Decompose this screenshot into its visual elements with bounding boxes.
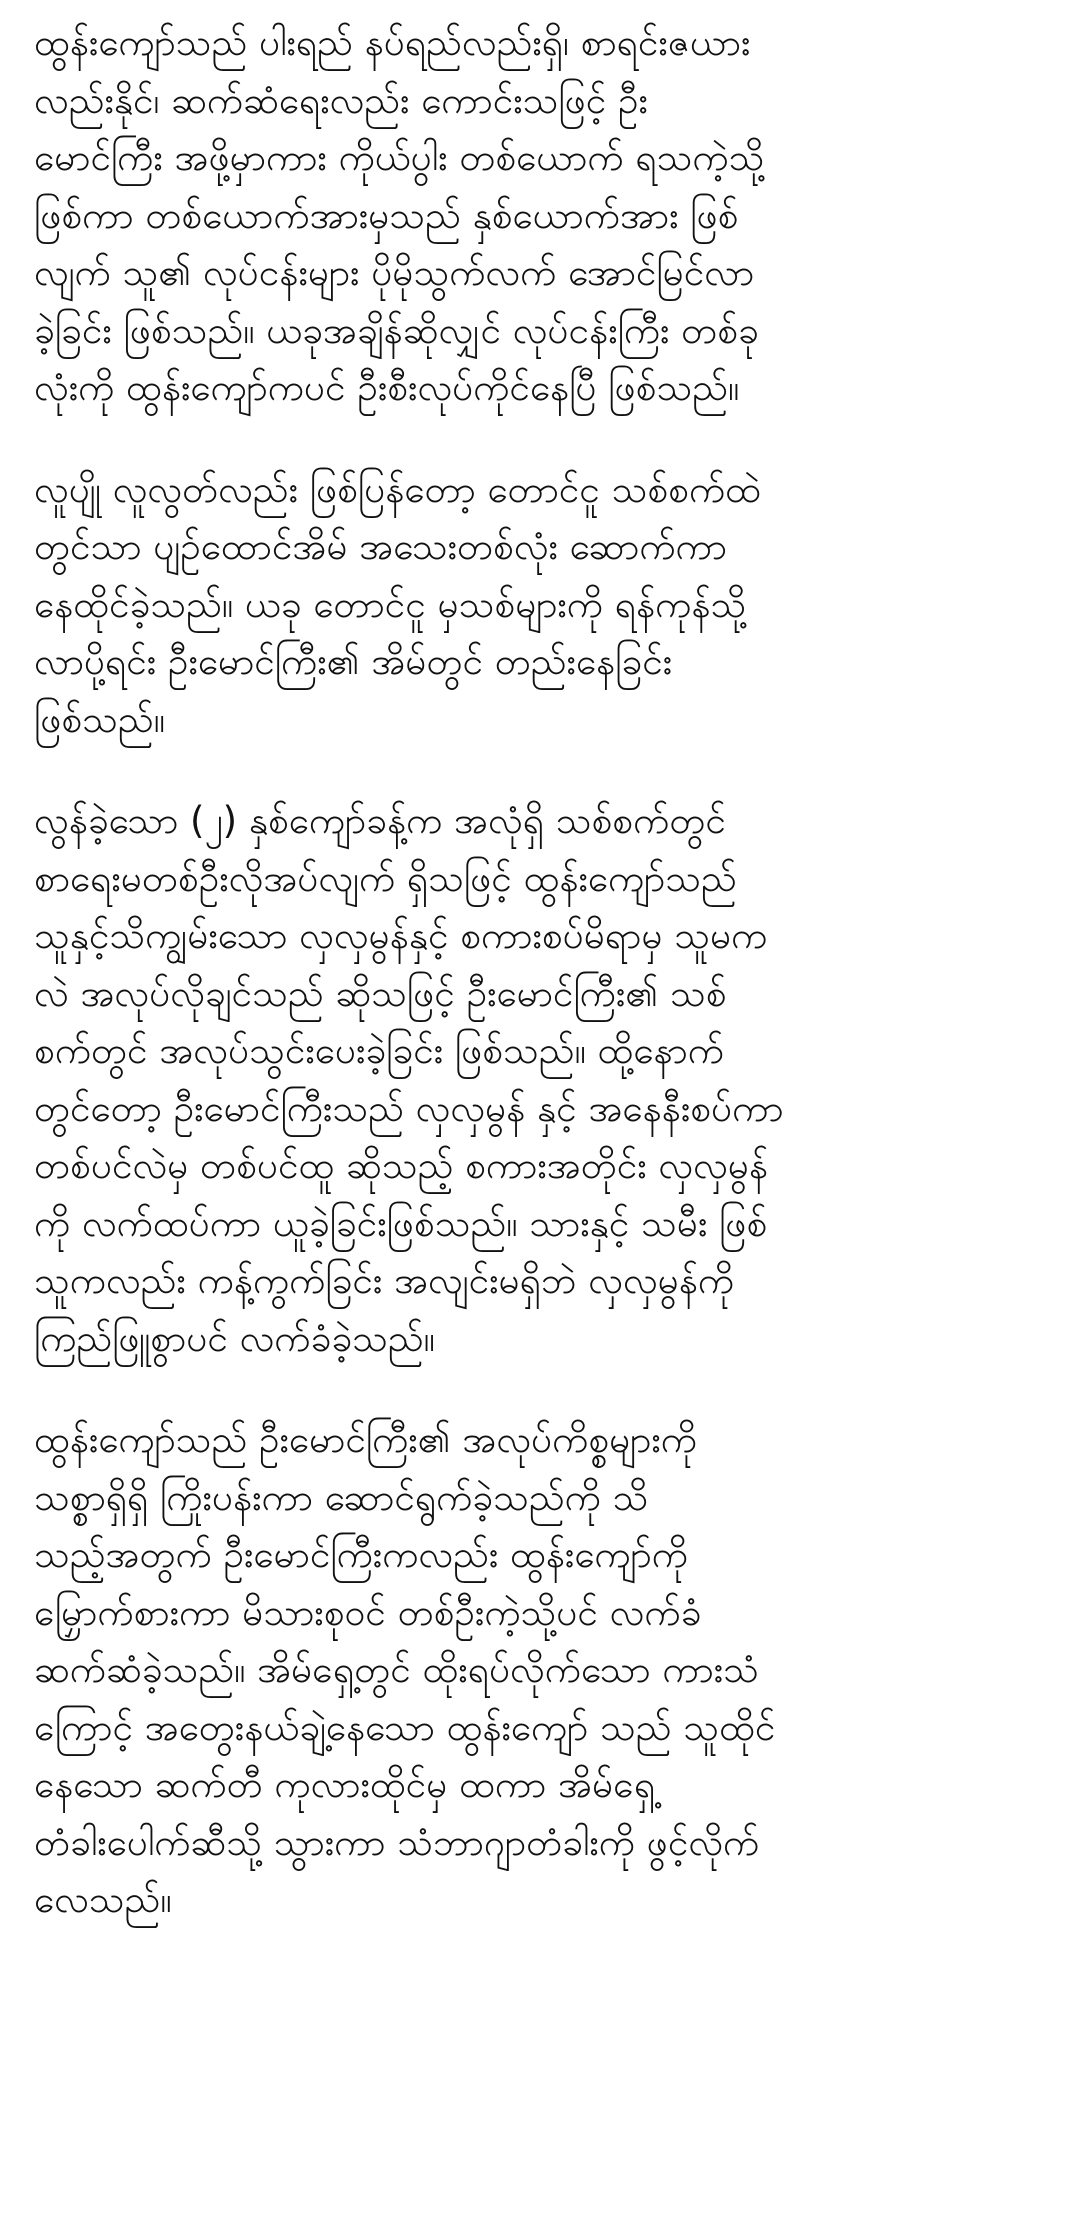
text-line: တစ်ပင်လဲမှ တစ်ပင်ထူ ဆိုသည့် စကားအတိုင်း လှလှမွန်: [34, 1144, 769, 1187]
text-line: လေသည်။: [34, 1878, 172, 1921]
text-line: ထွန်းကျော်သည် ပါးရည် နပ်ရည်လည်းရှိ၊ စာရင်းဇယား: [34, 21, 751, 64]
text-line: လုံးကို ထွန်းကျော်ကပင် ဦးစီးလုပ်ကိုင်နေပြီ ဖြစ်သည်။: [34, 366, 740, 409]
text-line: နေသော ဆက်တီ ကုလားထိုင်မှ ထကာ အိမ်ရှေ့: [34, 1763, 656, 1806]
paragraph: [34, 14, 1046, 417]
text-line: ကြောင့် အတွေးနယ်ချဲ့နေသော ထွန်းကျော် သည် သူထိုင်: [34, 1705, 776, 1749]
text-line: လဲ အလုပ်လိုချင်သည် ဆိုသဖြင့် ဦးမောင်ကြီး၏ သစ်: [34, 971, 727, 1015]
paragraph: [34, 461, 1046, 749]
paragraph: [34, 792, 1046, 1367]
text-line: မောင်ကြီး အဖို့မှာကား ကိုယ်ပွါး တစ်ယောက် ရသကဲ့သို့: [34, 136, 765, 179]
text-line: နေထိုင်ခဲ့သည်။ ယခု တောင်ငူ မှသစ်များကို ရန်ကုန်သို့: [34, 582, 747, 626]
text-line: တွင်သာ ပျဉ်ထောင်အိမ် အသေးတစ်လုံး ဆောက်ကာ: [34, 525, 727, 568]
text-line: ဖြစ်သည်။: [34, 697, 165, 741]
text-line: လူပျို လူလွတ်လည်း ဖြစ်ပြန်တော့ တောင်ငူ သစ်စက်ထဲ: [34, 467, 761, 511]
text-line: တံခါးပေါက်ဆီသို့ သွားကာ သံဘာဂျာတံခါးကို ဖွင့်လိုက်: [34, 1820, 760, 1864]
text-line: လည်းနိုင်၊ ဆက်ဆံရေးလည်း ကောင်းသဖြင့် ဦး: [34, 78, 648, 122]
text-line: လွန်ခဲ့သော (၂) နှစ်ကျော်ခန့်က အလုံရှိ သစ်စက်တွင်: [34, 799, 726, 842]
text-line: သူကလည်း ကန့်ကွက်ခြင်း အလျင်းမရှိဘဲ လှလှမွန်ကို: [34, 1259, 735, 1302]
text-line: လာပို့ရင်း ဦးမောင်ကြီး၏ အိမ်တွင် တည်းနေခြင်း: [34, 640, 673, 683]
paragraph: [34, 1411, 1046, 1929]
text-line: ခဲ့ခြင်း ဖြစ်သည်။ ယခုအချိန်ဆိုလျှင် လုပ်ငန်းကြီး တစ်ခု: [34, 308, 759, 352]
text-line: ကို လက်ထပ်ကာ ယူခဲ့ခြင်းဖြစ်သည်။ သားနှင့် သမီး ဖြစ်: [34, 1201, 768, 1245]
text-line: မြှောက်စားကာ မိသားစုဝင် တစ်ဦးကဲ့သို့ပင် လက်ခံ: [34, 1590, 702, 1634]
text-line: စက်တွင် အလုပ်သွင်းပေးခဲ့ခြင်း ဖြစ်သည်။ ထို့နောက်: [34, 1029, 724, 1072]
text-line: တွင်တော့ ဦးမောင်ကြီးသည် လှလှမွန် နှင့် အနေနီးစပ်ကာ: [34, 1086, 784, 1130]
text-line: ဆက်ဆံခဲ့သည်။ အိမ်ရှေ့တွင် ထိုးရပ်လိုက်သော ကားသံ: [34, 1648, 759, 1691]
text-line: ထွန်းကျော်သည် ဦးမောင်ကြီး၏ အလုပ်ကိစ္စများကို: [34, 1418, 697, 1461]
text-line: ကြည်ဖြူစွာပင် လက်ခံခဲ့သည်။: [34, 1316, 435, 1360]
text-line: လျက် သူ၏ လုပ်ငန်းများ ပိုမိုသွက်လက် အောင်မြင်လာ: [34, 251, 755, 294]
text-line: စာရေးမတစ်ဦးလိုအပ်လျက် ရှိသဖြင့် ထွန်းကျော်သည်: [34, 856, 737, 900]
text-line: ဖြစ်ကာ တစ်ယောက်အားမှသည် နှစ်ယောက်အား ဖြစ်: [34, 193, 739, 237]
text-line: သည့်အတွက် ဦးမောင်ကြီးကလည်း ထွန်းကျော်ကို: [34, 1533, 688, 1576]
text-line: သစ္စာရှိရှိ ကြိုးပန်းကာ ဆောင်ရွက်ခဲ့သည်ကို သိ: [34, 1475, 649, 1519]
text-line: သူနှင့်သိကျွမ်းသော လှလှမွန်နှင့် စကားစပ်မိရာမှ သူမက: [34, 914, 768, 957]
